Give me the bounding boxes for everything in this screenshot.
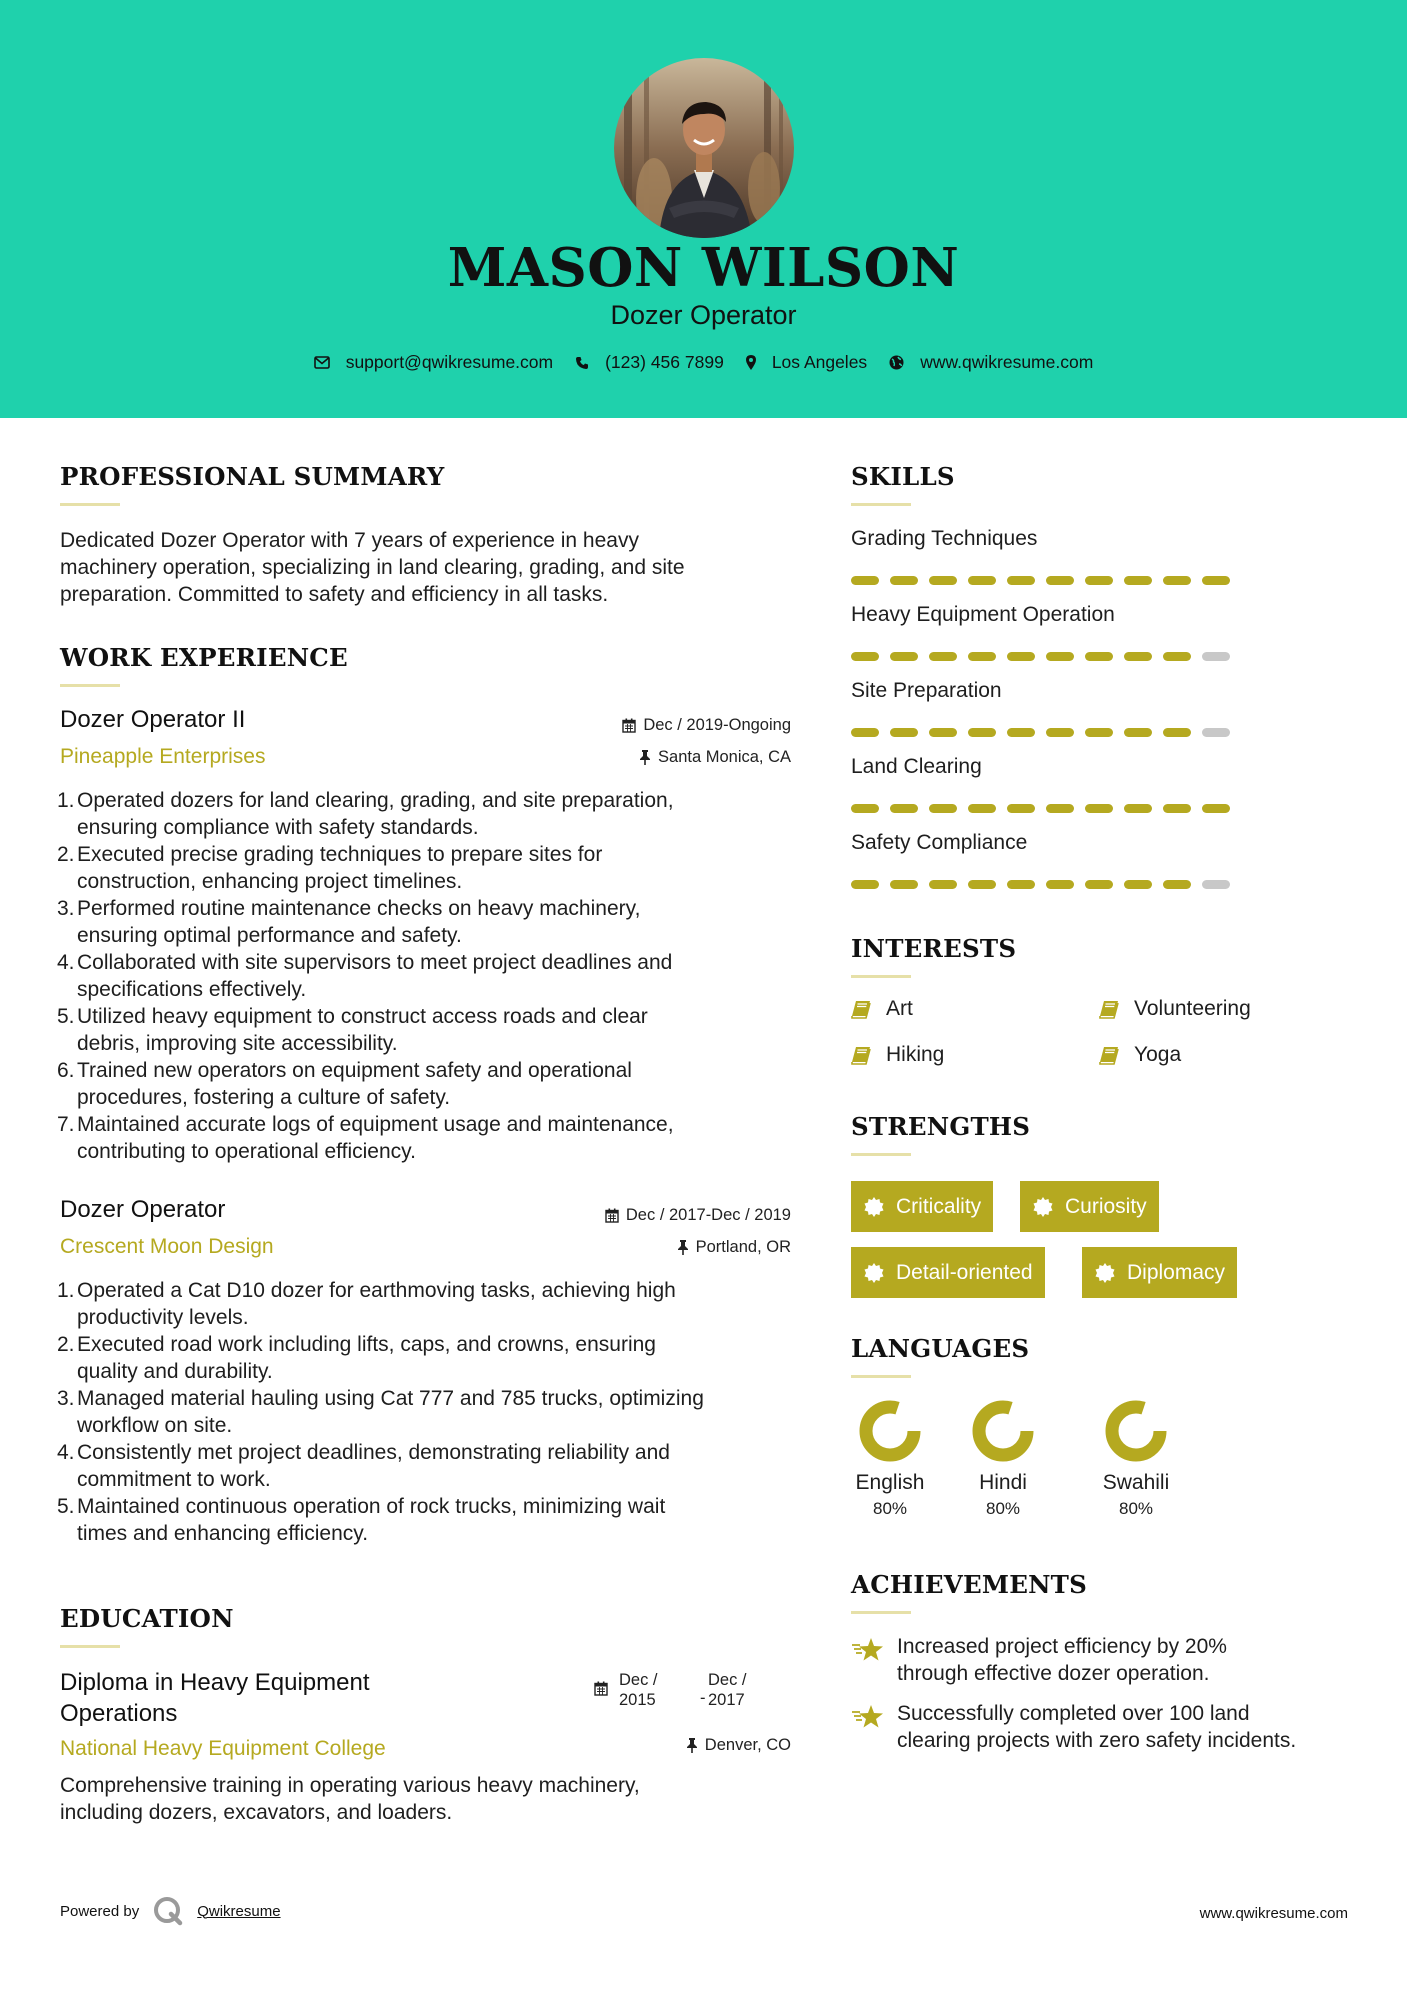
skill-level-segment-filled bbox=[1085, 576, 1113, 585]
skill-level-segment-filled bbox=[890, 576, 918, 585]
envelope-icon bbox=[314, 356, 330, 369]
skill-level-segment-filled bbox=[1007, 728, 1035, 737]
education-heading-rule bbox=[60, 1645, 120, 1648]
pushpin-icon bbox=[639, 750, 651, 765]
job-location-text: Portland, OR bbox=[695, 1238, 791, 1256]
list-item: 1. Operated a Cat D10 dozer for earthmoving tasks, achieving high productivity levels. bbox=[57, 1279, 676, 1329]
star-icon bbox=[851, 1636, 885, 1662]
skill-level-segment-filled bbox=[1124, 804, 1152, 813]
skill-level-segment-filled bbox=[968, 804, 996, 813]
calendar-icon bbox=[605, 1208, 619, 1223]
experience-heading: WORK EXPERIENCE bbox=[60, 643, 348, 672]
interests-heading-rule bbox=[851, 975, 911, 978]
skill-level-segment-filled bbox=[968, 576, 996, 585]
skill-level-segment-filled bbox=[929, 576, 957, 585]
skill-name: Safety Compliance bbox=[851, 831, 1028, 854]
map-pin-icon bbox=[746, 355, 756, 370]
education-end: Dec / 2017 bbox=[708, 1671, 747, 1709]
job-dates-text: Dec / 2019-Ongoing bbox=[643, 716, 791, 734]
job-title: Dozer Operator bbox=[60, 1196, 226, 1223]
language-level-arc bbox=[866, 1407, 914, 1455]
book-icon bbox=[1099, 1046, 1119, 1065]
book-icon bbox=[851, 1046, 871, 1065]
language-name: Swahili bbox=[1102, 1471, 1170, 1494]
interest-item: Volunteering bbox=[1099, 997, 1251, 1021]
footer-powered-by bbox=[60, 1896, 281, 1926]
skill-level-segment-filled bbox=[1085, 880, 1113, 889]
skill-level-segment-filled bbox=[1124, 576, 1152, 585]
language-level-ring bbox=[859, 1400, 921, 1462]
contact-website[interactable] bbox=[889, 352, 1093, 373]
achievements-heading-rule bbox=[851, 1611, 911, 1614]
skill-level-segment-filled bbox=[1124, 728, 1152, 737]
skill-level-segment-filled bbox=[851, 576, 879, 585]
strength-tag: Detail-oriented bbox=[851, 1247, 1045, 1298]
list-item: 2. Executed road work including lifts, caps, and crowns, ensuring quality and durability. bbox=[57, 1333, 656, 1383]
education-heading: EDUCATION bbox=[60, 1604, 234, 1633]
job-company: Crescent Moon Design bbox=[60, 1235, 274, 1258]
skill-level-segment-filled bbox=[890, 804, 918, 813]
star-icon bbox=[851, 1703, 885, 1729]
skill-level-segment-filled bbox=[968, 728, 996, 737]
language-name: Hindi bbox=[979, 1471, 1027, 1494]
skill-level-segment-filled bbox=[1202, 804, 1230, 813]
languages-heading: LANGUAGES bbox=[851, 1334, 1030, 1363]
skill-name: Land Clearing bbox=[851, 755, 982, 778]
badge-icon bbox=[1033, 1197, 1053, 1217]
summary-line: Dedicated Dozer Operator with 7 years of experience in heavy bbox=[60, 529, 639, 552]
skill-level-segment-filled bbox=[1046, 576, 1074, 585]
strengths-heading-rule bbox=[851, 1153, 911, 1156]
calendar-icon bbox=[622, 718, 636, 733]
phone-icon bbox=[575, 356, 589, 370]
qwikresume-logo-icon bbox=[153, 1896, 183, 1926]
contact-bar bbox=[0, 352, 1407, 373]
skill-level-segment-empty bbox=[1202, 652, 1230, 661]
location-text: Los Angeles bbox=[771, 352, 868, 372]
skill-level-segment-filled bbox=[1007, 880, 1035, 889]
skill-level-bar bbox=[851, 880, 1241, 889]
skill-level-segment-filled bbox=[1046, 804, 1074, 813]
strengths-heading: STRENGTHS bbox=[851, 1112, 1031, 1141]
interest-item: Yoga bbox=[1099, 1043, 1181, 1067]
skill-level-segment-filled bbox=[1202, 576, 1230, 585]
language-level-arc bbox=[979, 1407, 1027, 1455]
phone-text: (123) 456 7899 bbox=[605, 352, 724, 372]
job-location bbox=[560, 748, 791, 767]
qwikresume-link[interactable]: Qwikresume bbox=[197, 1902, 281, 1920]
education-range-dash: - bbox=[700, 1689, 706, 1707]
profile-photo bbox=[614, 58, 794, 238]
skill-level-segment-filled bbox=[1085, 804, 1113, 813]
interests-heading: INTERESTS bbox=[851, 934, 1017, 963]
school-name: National Heavy Equipment College bbox=[60, 1737, 386, 1760]
job-location bbox=[560, 1238, 791, 1257]
education-location-text: Denver, CO bbox=[704, 1736, 791, 1754]
summary-heading-rule bbox=[60, 503, 120, 506]
skills-heading: SKILLS bbox=[851, 462, 955, 491]
skill-level-segment-filled bbox=[1163, 728, 1191, 737]
skill-level-segment-filled bbox=[968, 652, 996, 661]
skill-level-segment-filled bbox=[1007, 652, 1035, 661]
skill-level-segment-filled bbox=[1163, 652, 1191, 661]
skill-level-segment-empty bbox=[1202, 728, 1230, 737]
list-item: 7. Maintained accurate logs of equipment usage and maintenance, contributing to operational efficiency. bbox=[57, 1113, 674, 1163]
list-item: 5. Utilized heavy equipment to construct access roads and clear debris, improving site accessibility. bbox=[57, 1005, 648, 1055]
skill-level-segment-filled bbox=[890, 880, 918, 889]
list-item: 1. Operated dozers for land clearing, grading, and site preparation, ensuring compliance with safety standards. bbox=[57, 789, 674, 839]
summary-text bbox=[60, 527, 800, 608]
badge-icon bbox=[864, 1263, 884, 1283]
skill-level-bar bbox=[851, 652, 1241, 661]
skill-name: Heavy Equipment Operation bbox=[851, 603, 1115, 626]
skill-level-segment-filled bbox=[929, 880, 957, 889]
list-item: 2. Executed precise grading techniques to prepare sites for construction, enhancing project timelines. bbox=[57, 843, 603, 893]
skill-level-segment-filled bbox=[890, 728, 918, 737]
skill-level-segment-filled bbox=[1124, 880, 1152, 889]
education-description: Comprehensive training in operating various heavy machinery, including dozers, excavators, and loaders. bbox=[60, 1774, 640, 1824]
language-item bbox=[1081, 1400, 1191, 1519]
resume-header bbox=[0, 0, 1407, 418]
language-name: English bbox=[855, 1471, 925, 1494]
language-level-ring bbox=[972, 1400, 1034, 1462]
profile-photo-image bbox=[614, 58, 794, 238]
skill-level-segment-filled bbox=[1085, 652, 1113, 661]
language-percent: 80% bbox=[872, 1499, 908, 1518]
skill-level-segment-filled bbox=[1163, 804, 1191, 813]
skill-level-segment-filled bbox=[929, 728, 957, 737]
skill-level-segment-filled bbox=[968, 880, 996, 889]
summary-line: machinery operation, specializing in land clearing, grading, and site bbox=[60, 556, 685, 579]
candidate-name: MASON WILSON bbox=[447, 237, 960, 299]
skill-level-segment-filled bbox=[1046, 880, 1074, 889]
job-title: Dozer Operator II bbox=[60, 706, 246, 733]
skill-level-segment-filled bbox=[851, 728, 879, 737]
powered-by-label: Powered by bbox=[60, 1902, 140, 1920]
list-item: 4. Consistently met project deadlines, demonstrating reliability and commitment to work. bbox=[57, 1441, 670, 1491]
list-item: 5. Maintained continuous operation of rock trucks, minimizing wait times and enhancing efficiency. bbox=[57, 1495, 666, 1545]
globe-icon bbox=[889, 355, 904, 370]
language-item bbox=[835, 1400, 945, 1519]
list-item: 6. Trained new operators on equipment safety and operational procedures, fostering a culture of safety. bbox=[57, 1059, 632, 1109]
job-location-text: Santa Monica, CA bbox=[658, 748, 791, 766]
skill-level-segment-filled bbox=[890, 652, 918, 661]
job-dates bbox=[560, 1206, 791, 1225]
skill-level-segment-filled bbox=[851, 804, 879, 813]
experience-heading-rule bbox=[60, 684, 120, 687]
skills-heading-rule bbox=[851, 503, 911, 506]
contact-location bbox=[746, 352, 867, 373]
summary-line: preparation. Committed to safety and efficiency in all tasks. bbox=[60, 583, 609, 606]
skill-level-segment-filled bbox=[851, 880, 879, 889]
language-level-ring bbox=[1105, 1400, 1167, 1462]
skill-level-segment-filled bbox=[1007, 804, 1035, 813]
strength-tag: Curiosity bbox=[1020, 1181, 1159, 1232]
skill-level-segment-filled bbox=[1163, 576, 1191, 585]
candidate-role: Dozer Operator bbox=[610, 300, 797, 330]
skill-level-bar bbox=[851, 804, 1241, 813]
skill-level-bar bbox=[851, 728, 1241, 737]
languages-heading-rule bbox=[851, 1375, 911, 1378]
skill-level-segment-filled bbox=[1124, 652, 1152, 661]
job-dates-text: Dec / 2017-Dec / 2019 bbox=[625, 1206, 791, 1224]
contact-phone[interactable] bbox=[575, 352, 724, 373]
skill-level-segment-filled bbox=[1046, 728, 1074, 737]
language-percent: 80% bbox=[985, 1499, 1021, 1518]
skill-level-segment-filled bbox=[929, 804, 957, 813]
pushpin-icon bbox=[677, 1240, 689, 1255]
job-dates bbox=[560, 716, 791, 735]
strength-tag: Criticality bbox=[851, 1181, 993, 1232]
list-item: 3. Performed routine maintenance checks on heavy machinery, ensuring optimal performance and safety. bbox=[57, 897, 641, 947]
summary-heading: PROFESSIONAL SUMMARY bbox=[60, 462, 445, 491]
skill-level-segment-filled bbox=[1085, 728, 1113, 737]
achievement-item: Increased project efficiency by 20% through effective dozer operation. bbox=[851, 1633, 1227, 1687]
achievement-item: Successfully completed over 100 land clearing projects with zero safety incidents. bbox=[851, 1700, 1296, 1754]
achievements-heading: ACHIEVEMENTS bbox=[851, 1570, 1087, 1599]
skill-name: Grading Techniques bbox=[851, 527, 1038, 550]
skill-level-segment-empty bbox=[1202, 880, 1230, 889]
degree-title: Diploma in Heavy Equipment Operations bbox=[60, 1669, 370, 1727]
website-text: www.qwikresume.com bbox=[920, 352, 1094, 372]
skill-name: Site Preparation bbox=[851, 679, 1002, 702]
list-item: 3. Managed material hauling using Cat 777 and 785 trucks, optimizing workflow on site. bbox=[57, 1387, 704, 1437]
language-level-arc bbox=[1112, 1407, 1160, 1455]
language-percent: 80% bbox=[1118, 1499, 1154, 1518]
badge-icon bbox=[864, 1197, 884, 1217]
badge-icon bbox=[1095, 1263, 1115, 1283]
interest-item: Art bbox=[851, 997, 913, 1021]
skill-level-segment-filled bbox=[1007, 576, 1035, 585]
language-item bbox=[948, 1400, 1058, 1519]
skill-level-segment-filled bbox=[851, 652, 879, 661]
job-company: Pineapple Enterprises bbox=[60, 745, 266, 768]
book-icon bbox=[851, 1000, 871, 1019]
list-item: 4. Collaborated with site supervisors to meet project deadlines and specifications effectively. bbox=[57, 951, 673, 1001]
strength-tag: Diplomacy bbox=[1082, 1247, 1237, 1298]
skill-level-segment-filled bbox=[1163, 880, 1191, 889]
skill-level-segment-filled bbox=[1046, 652, 1074, 661]
job-bullets bbox=[57, 1277, 802, 1547]
calendar-icon bbox=[594, 1681, 608, 1696]
education-start: Dec / 2015 bbox=[619, 1671, 658, 1709]
email-text: support@qwikresume.com bbox=[345, 352, 554, 372]
skill-level-bar bbox=[851, 576, 1241, 585]
education-location bbox=[560, 1736, 791, 1755]
footer-website-link[interactable]: www.qwikresume.com bbox=[1199, 1905, 1348, 1922]
contact-email[interactable] bbox=[314, 352, 553, 373]
book-icon bbox=[1099, 1000, 1119, 1019]
job-bullets bbox=[57, 787, 802, 1165]
interest-item: Hiking bbox=[851, 1043, 944, 1067]
skill-level-segment-filled bbox=[929, 652, 957, 661]
pushpin-icon bbox=[686, 1738, 698, 1753]
